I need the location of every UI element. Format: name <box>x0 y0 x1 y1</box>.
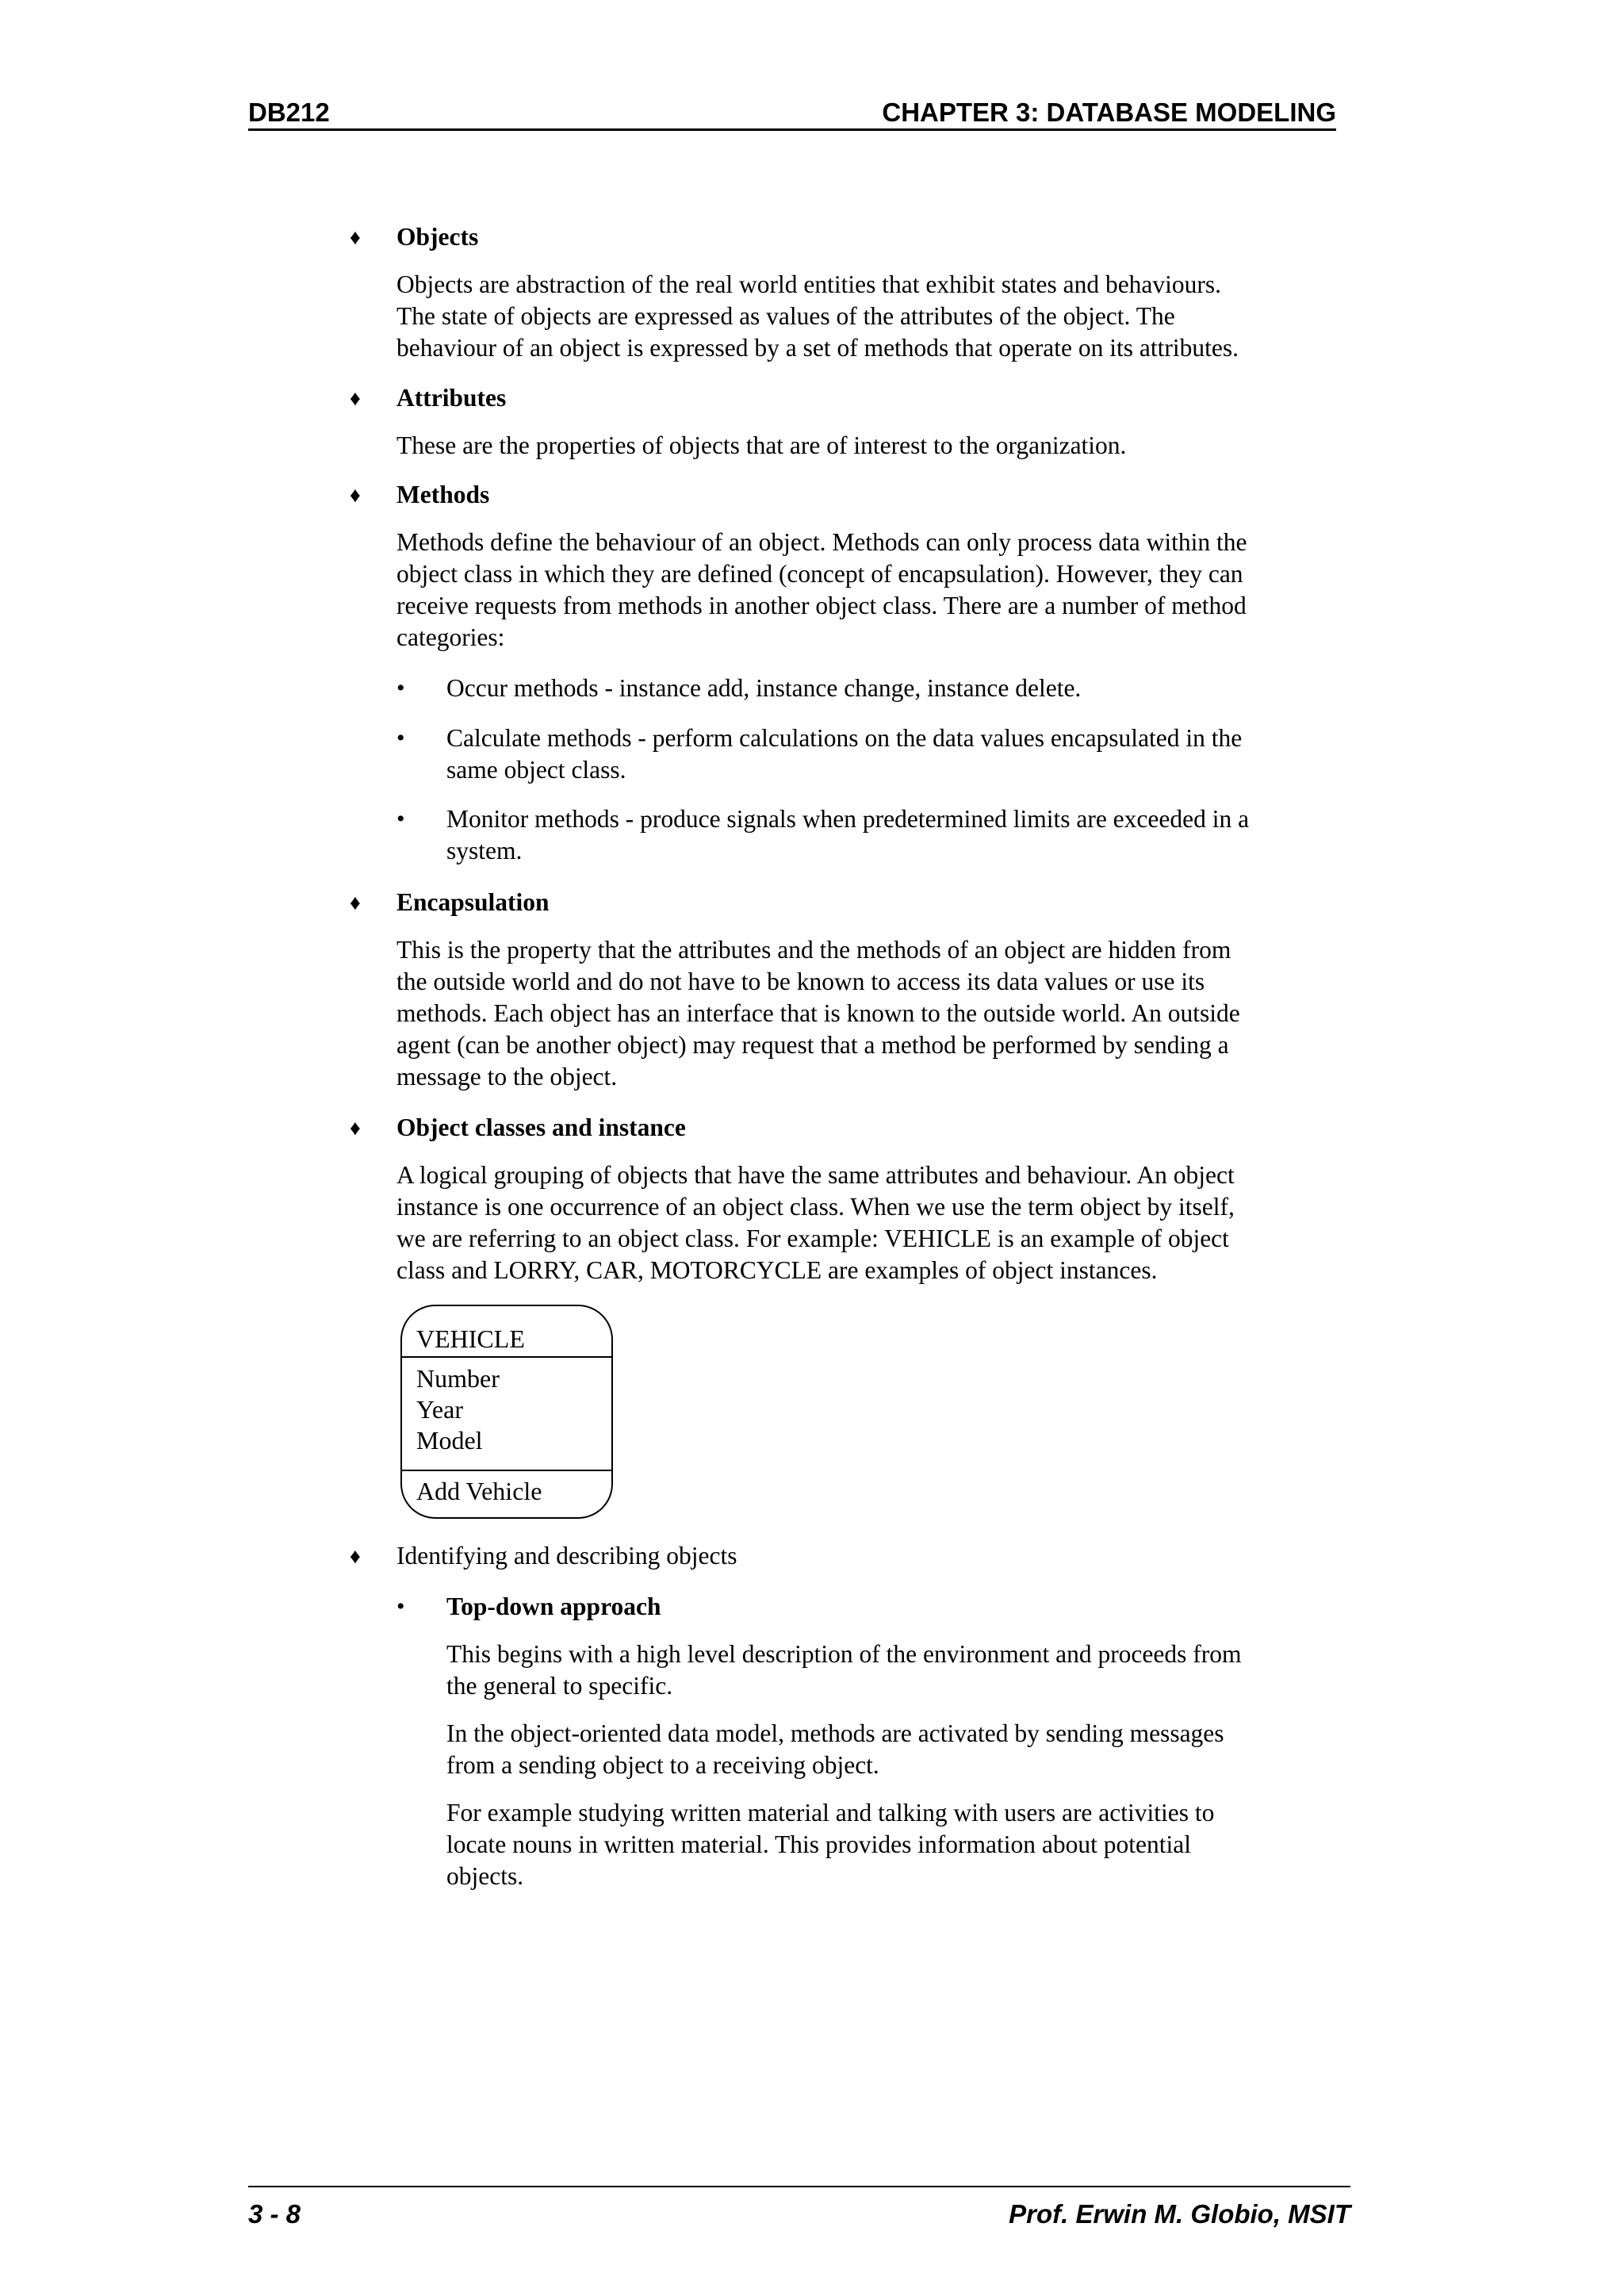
chapter-title: CHAPTER 3: DATABASE MODELING <box>882 98 1336 127</box>
top-down-paragraph <box>446 1639 1242 1702</box>
section-heading-attributes: Attributes <box>396 384 507 412</box>
list-item-line: Calculate methods - perform calculations on the data values encapsulated in the <box>446 724 1243 752</box>
list-item-line: Monitor methods - produce signals when predetermined limits are exceeded in a <box>446 805 1250 833</box>
paragraph-line: Objects are abstraction of the real world entities that exhibit states and behaviours. <box>396 270 1222 298</box>
sub-heading-top-down: Top-down approach <box>446 1593 661 1620</box>
paragraph-line: This begins with a high level description of the environment and proceeds from <box>446 1640 1242 1668</box>
class-attribute: Number <box>416 1364 500 1393</box>
page-footer <box>248 2186 1350 2235</box>
round-bullet-icon: • <box>396 725 405 751</box>
paragraph-line: The state of objects are expressed as values of the attributes of the object. The <box>396 302 1175 330</box>
paragraph-line: the outside world and do not have to be known to access its data values or use its <box>396 968 1205 995</box>
paragraph-line: the general to specific. <box>446 1672 673 1700</box>
page-number: 3 - 8 <box>248 2199 301 2229</box>
section-heading-object-classes: Object classes and instance <box>396 1114 686 1141</box>
method-category-item <box>446 723 1242 786</box>
list-item-line: system. <box>446 837 523 864</box>
section-heading-methods: Methods <box>396 481 490 508</box>
class-divider <box>402 1356 611 1358</box>
paragraph-line: locate nouns in written material. This provides information about potential <box>446 1830 1191 1858</box>
paragraph-line: from a sending object to a receiving object. <box>446 1751 879 1779</box>
object-classes-paragraph <box>396 1159 1235 1286</box>
diamond-bullet-icon: ♦ <box>350 386 361 410</box>
paragraph-line: agent (can be another object) may request that a method be performed by sending a <box>396 1031 1229 1059</box>
paragraph-line: instance is one occurrence of an object class. When we use the term object by itself, <box>396 1193 1235 1221</box>
paragraph-line: objects. <box>446 1862 524 1890</box>
course-code: DB212 <box>248 98 330 127</box>
top-down-paragraph <box>446 1797 1214 1892</box>
paragraph-line: These are the properties of objects that are of interest to the organization. <box>396 431 1127 459</box>
paragraph-line: This is the property that the attributes and the methods of an object are hidden from <box>396 936 1231 964</box>
paragraph-line: behaviour of an object is expressed by a set of methods that operate on its attributes. <box>396 334 1239 362</box>
paragraph-line: Methods define the behaviour of an object. Methods can only process data within the <box>396 528 1247 556</box>
paragraph-line: class and LORRY, CAR, MOTORCYCLE are examples of object instances. <box>396 1256 1158 1284</box>
class-method: Add Vehicle <box>416 1477 542 1505</box>
section-heading-encapsulation: Encapsulation <box>396 888 550 916</box>
round-bullet-icon: • <box>396 806 405 832</box>
paragraph-line: categories: <box>396 623 505 651</box>
objects-paragraph <box>396 269 1239 364</box>
diamond-bullet-icon: ♦ <box>350 1544 361 1568</box>
paragraph-line: message to the object. <box>396 1063 618 1091</box>
paragraph-line: we are referring to an object class. For example: VEHICLE is an example of object <box>396 1225 1229 1252</box>
paragraph-line: receive requests from methods in another object class. There are a number of method <box>396 592 1247 619</box>
list-item-line: Occur methods - instance add, instance change, instance delete. <box>446 674 1082 702</box>
paragraph-line: For example studying written material and talking with users are activities to <box>446 1799 1215 1826</box>
class-attribute: Year <box>416 1395 463 1424</box>
diamond-bullet-icon: ♦ <box>350 225 361 249</box>
class-name: VEHICLE <box>416 1324 525 1353</box>
diamond-bullet-icon: ♦ <box>350 1116 361 1140</box>
attributes-paragraph <box>396 430 1126 462</box>
top-down-paragraph <box>446 1718 1224 1781</box>
method-category-item <box>446 803 1249 867</box>
section-heading-objects: Objects <box>396 223 479 251</box>
paragraph-line: methods. Each object has an interface that is known to the outside world. An outside <box>396 999 1240 1027</box>
author-name: Prof. Erwin M. Globio, MSIT <box>1009 2199 1350 2229</box>
class-divider <box>402 1470 611 1471</box>
paragraph-line: A logical grouping of objects that have the same attributes and behaviour. An object <box>396 1161 1235 1189</box>
diamond-bullet-icon: ♦ <box>350 891 361 914</box>
method-category-item <box>446 673 1081 704</box>
methods-paragraph <box>396 527 1247 654</box>
round-bullet-icon: • <box>396 1593 405 1619</box>
diamond-bullet-icon: ♦ <box>350 483 361 507</box>
class-attributes <box>416 1363 500 1456</box>
vehicle-class-diagram <box>400 1305 613 1519</box>
class-methods <box>416 1476 542 1507</box>
class-attribute: Model <box>416 1426 483 1455</box>
paragraph-line: In the object-oriented data model, methods are activated by sending messages <box>446 1719 1224 1747</box>
page-header <box>248 97 1336 131</box>
list-item-line: same object class. <box>446 756 626 784</box>
encapsulation-paragraph <box>396 934 1240 1093</box>
section-heading-identifying: Identifying and describing objects <box>396 1542 737 1570</box>
paragraph-line: object class in which they are defined (concept of encapsulation). However, they can <box>396 560 1243 588</box>
round-bullet-icon: • <box>396 675 405 701</box>
